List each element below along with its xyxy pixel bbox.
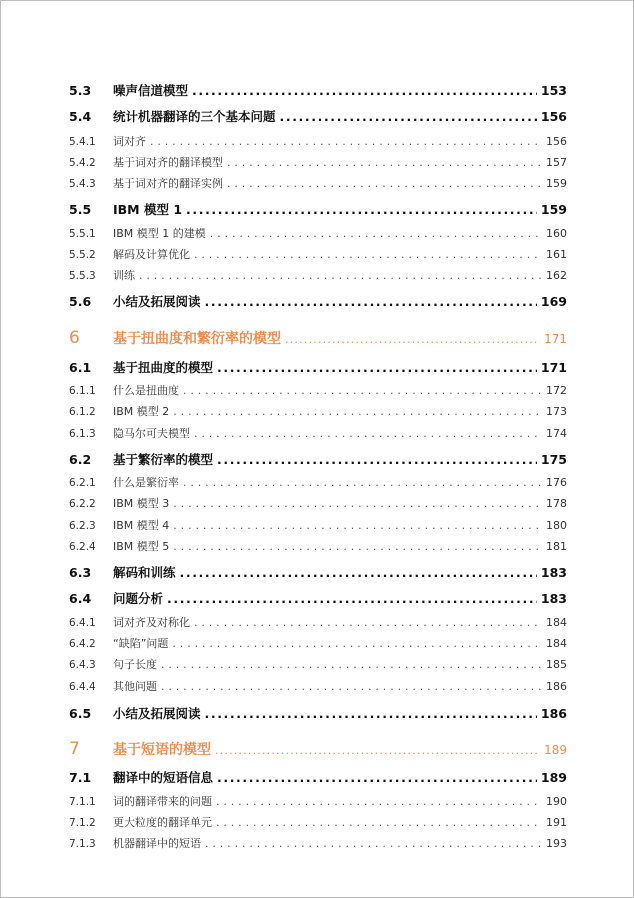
toc-entry-page-number: 190	[546, 795, 567, 808]
toc-entry-number: 7.1.2	[69, 817, 96, 829]
toc-entry-page-number: 176	[546, 476, 567, 489]
toc-entry-number: 5.6	[69, 294, 92, 309]
dot-leader	[216, 816, 542, 829]
toc-entry-page-number: 184	[546, 616, 567, 629]
toc-entry-title: 解码和训练	[113, 565, 176, 580]
toc-entry-number: 6.2	[69, 452, 92, 467]
toc-entry-page-number: 159	[540, 202, 567, 217]
dot-leader	[161, 658, 542, 671]
toc-entry-page-number: 159	[546, 177, 567, 190]
toc-entry-sec[interactable]	[69, 768, 567, 786]
dot-leader	[183, 476, 542, 489]
toc-entry-title: 基于繁衍率的模型	[113, 452, 214, 467]
toc-entry-page-number: 186	[540, 706, 567, 721]
toc-entry-number: 7.1.1	[69, 796, 96, 808]
toc-entry-title: IBM 模型 3	[113, 497, 170, 510]
toc-entry-title: IBM 模型 5	[113, 540, 170, 553]
toc-entry-page-number: 156	[540, 109, 567, 124]
toc-entry-page-number: 183	[540, 565, 567, 580]
toc-entry-title: IBM 模型 4	[113, 519, 170, 532]
toc-entry-title: 噪声信道模型	[113, 83, 189, 98]
dot-leader	[186, 202, 537, 217]
toc-entry-number: 6.1.3	[69, 428, 96, 440]
dot-leader	[217, 360, 537, 375]
toc-entry-sec[interactable]	[69, 107, 567, 125]
toc-entry-number: 5.5	[69, 202, 92, 217]
toc-entry-sec[interactable]	[69, 704, 567, 722]
toc-entry-page-number: 169	[540, 294, 567, 309]
toc-entry-page-number: 161	[546, 248, 567, 261]
toc-entry-number: 5.4	[69, 109, 92, 124]
toc-entry-page-number: 162	[546, 269, 567, 282]
toc-entry-page-number: 184	[546, 637, 567, 650]
dot-leader	[217, 452, 537, 467]
toc-entry-sec[interactable]	[69, 563, 567, 581]
toc-entry-number: 6.2.4	[69, 541, 96, 553]
toc-entry-page-number: 172	[546, 384, 567, 397]
toc-entry-page-number: 153	[540, 83, 567, 98]
toc-entry-sub[interactable]	[69, 517, 567, 533]
toc-entry-sub[interactable]	[69, 614, 567, 630]
toc-entry-title: 解码及计算优化	[113, 248, 190, 261]
toc-entry-title: 基于词对齐的翻译实例	[113, 177, 223, 190]
dot-leader	[172, 637, 542, 650]
dot-leader	[194, 427, 542, 440]
toc-entry-sec[interactable]	[69, 589, 567, 607]
toc-entry-number: 6.4.1	[69, 617, 96, 629]
toc-entry-title: 词对齐及对称化	[113, 616, 190, 629]
toc-entry-title: 训练	[113, 269, 135, 282]
toc-entry-sub[interactable]	[69, 425, 567, 441]
toc-entry-sub[interactable]	[69, 835, 567, 851]
toc-entry-page-number: 191	[546, 816, 567, 829]
toc-entry-number: 6.1.2	[69, 406, 96, 418]
toc-entry-number: 6.4	[69, 591, 92, 606]
toc-entry-sub[interactable]	[69, 495, 567, 511]
dot-leader	[183, 384, 542, 397]
dot-leader	[173, 540, 542, 553]
toc-entry-number: 5.5.1	[69, 228, 96, 240]
toc-entry-number: 6.3	[69, 565, 92, 580]
toc-entry-sub[interactable]	[69, 474, 567, 490]
dot-leader	[280, 109, 537, 124]
toc-entry-sub[interactable]	[69, 382, 567, 398]
toc-entry-sec[interactable]	[69, 292, 567, 310]
toc-entry-chap[interactable]	[69, 739, 567, 759]
toc-entry-number: 6.4.2	[69, 638, 96, 650]
toc-entry-sub[interactable]	[69, 678, 567, 694]
toc-entry-title: 更大粒度的翻译单元	[113, 816, 212, 829]
dot-leader	[205, 294, 537, 309]
dot-leader	[210, 227, 542, 240]
dot-leader	[205, 837, 542, 850]
dot-leader	[173, 497, 542, 510]
dot-leader	[227, 177, 542, 190]
toc-entry-title: 句子长度	[113, 658, 157, 671]
toc-entry-page-number: 178	[546, 497, 567, 510]
dot-leader	[150, 135, 542, 148]
toc-entry-number: 6.2.3	[69, 520, 96, 532]
toc-entry-sub[interactable]	[69, 133, 567, 149]
toc-entry-title: 基于词对齐的翻译模型	[113, 156, 223, 169]
toc-entry-page-number: 189	[540, 770, 567, 785]
toc-entry-number: 7.1	[69, 770, 92, 785]
toc-entry-sec[interactable]	[69, 81, 567, 99]
toc-entry-page-number: 193	[546, 837, 567, 850]
toc-entry-sub[interactable]	[69, 538, 567, 554]
dot-leader	[194, 616, 542, 629]
toc-entry-title: 词的翻译带来的问题	[113, 795, 212, 808]
toc-entry-title: 基于短语的模型	[113, 742, 211, 758]
toc-entry-page-number: 174	[546, 427, 567, 440]
toc-entry-sub[interactable]	[69, 814, 567, 830]
toc-entry-page-number: 160	[546, 227, 567, 240]
toc-entry-page-number: 189	[544, 743, 567, 757]
toc-entry-page-number: 157	[546, 156, 567, 169]
toc-entry-number: 6.2.1	[69, 477, 96, 489]
toc-entry-title: 机器翻译中的短语	[113, 837, 201, 850]
toc-entry-sub[interactable]	[69, 154, 567, 170]
toc-entry-sub[interactable]	[69, 246, 567, 262]
table-of-contents	[1, 1, 633, 897]
dot-leader	[227, 156, 542, 169]
toc-entry-page-number: 156	[546, 135, 567, 148]
toc-entry-page-number: 181	[546, 540, 567, 553]
dot-leader	[194, 248, 542, 261]
toc-entry-title: 问题分析	[113, 591, 164, 606]
toc-entry-number: 5.4.3	[69, 178, 96, 190]
toc-entry-title: 其他问题	[113, 680, 157, 693]
toc-entry-title: 什么是繁衍率	[113, 476, 179, 489]
toc-entry-page-number: 185	[546, 658, 567, 671]
toc-entry-sub[interactable]	[69, 225, 567, 241]
toc-entry-page-number: 175	[540, 452, 567, 467]
toc-entry-number: 6	[69, 328, 80, 348]
toc-entry-number: 7	[69, 739, 80, 759]
dot-leader	[205, 706, 537, 721]
toc-entry-number: 6.1.1	[69, 385, 96, 397]
toc-entry-number: 6.5	[69, 706, 92, 721]
toc-entry-sub[interactable]	[69, 793, 567, 809]
toc-entry-number: 6.4.4	[69, 681, 96, 693]
toc-entry-sub[interactable]	[69, 635, 567, 651]
toc-entry-page-number: 180	[546, 519, 567, 532]
toc-entry-title: “缺陷”问题	[113, 637, 169, 650]
toc-entry-title: 什么是扭曲度	[113, 384, 179, 397]
toc-entry-title: 统计机器翻译的三个基本问题	[113, 109, 276, 124]
toc-entry-sub[interactable]	[69, 267, 567, 283]
toc-entry-number: 5.4.2	[69, 157, 96, 169]
dot-leader	[173, 405, 542, 418]
dot-leader	[180, 565, 537, 580]
toc-entry-title: 翻译中的短语信息	[113, 770, 214, 785]
toc-entry-title: 基于扭曲度和繁衍率的模型	[113, 331, 281, 347]
toc-entry-page-number: 183	[540, 591, 567, 606]
toc-entry-sec[interactable]	[69, 358, 567, 376]
toc-entry-number: 5.3	[69, 83, 92, 98]
dot-leader	[285, 331, 540, 347]
toc-entry-title: 隐马尔可夫模型	[113, 427, 190, 440]
dot-leader	[192, 83, 537, 98]
toc-entry-number: 6.2.2	[69, 498, 96, 510]
toc-entry-title: IBM 模型 1	[113, 202, 183, 217]
toc-entry-title: 词对齐	[113, 135, 146, 148]
toc-entry-number: 5.4.1	[69, 136, 96, 148]
dot-leader	[161, 680, 542, 693]
dot-leader	[215, 742, 540, 758]
toc-entry-title: IBM 模型 2	[113, 405, 170, 418]
toc-entry-number: 7.1.3	[69, 838, 96, 850]
dot-leader	[167, 591, 537, 606]
toc-entry-number: 6.1	[69, 360, 92, 375]
toc-entry-sub[interactable]	[69, 403, 567, 419]
dot-leader	[139, 269, 542, 282]
toc-entry-sub[interactable]	[69, 175, 567, 191]
toc-entry-page-number: 171	[544, 332, 567, 346]
toc-entry-number: 5.5.3	[69, 270, 96, 282]
toc-entry-title: 小结及拓展阅读	[113, 706, 201, 721]
dot-leader	[217, 770, 537, 785]
toc-entry-page-number: 186	[546, 680, 567, 693]
toc-entry-number: 6.4.3	[69, 659, 96, 671]
toc-entry-sec[interactable]	[69, 450, 567, 468]
toc-entry-number: 5.5.2	[69, 249, 96, 261]
toc-entry-title: IBM 模型 1 的建模	[113, 227, 206, 240]
dot-leader	[173, 519, 542, 532]
toc-entry-sub[interactable]	[69, 656, 567, 672]
toc-entry-page-number: 173	[546, 405, 567, 418]
toc-entry-title: 基于扭曲度的模型	[113, 360, 214, 375]
toc-entry-title: 小结及拓展阅读	[113, 294, 201, 309]
dot-leader	[216, 795, 542, 808]
toc-entry-page-number: 171	[540, 360, 567, 375]
toc-entry-chap[interactable]	[69, 328, 567, 348]
toc-entry-sec[interactable]	[69, 200, 567, 218]
